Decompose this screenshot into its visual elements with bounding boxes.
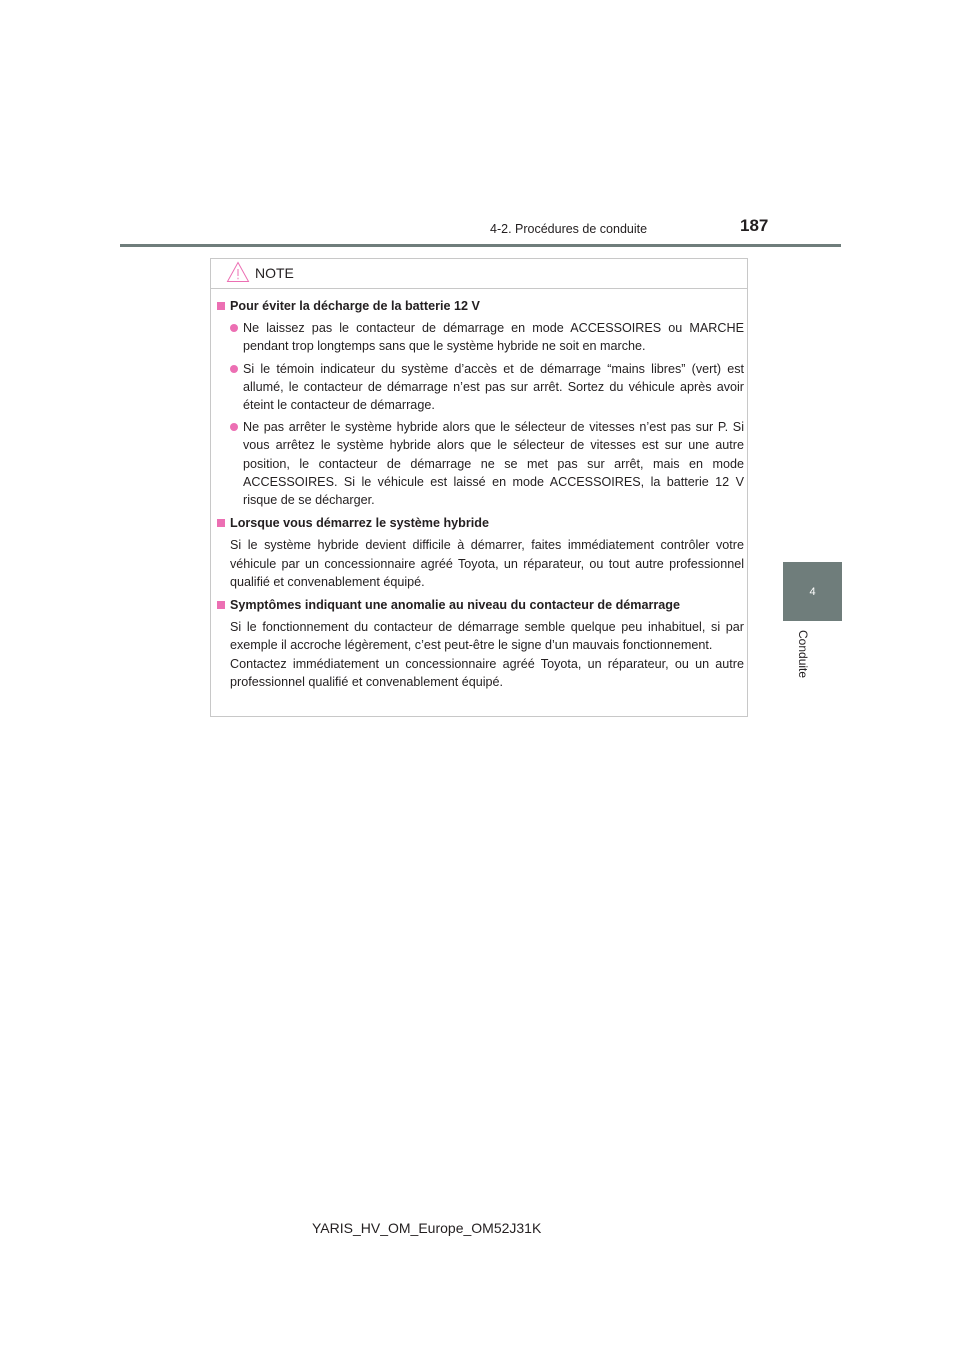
list-item-text: Ne pas arrêter le système hybride alors que le sélecteur de vitesses n’est pas sur P. Si vous arrêtez le système hybride alors que le sélecteur de vitesses est sur une autre position, le contacteur de démarrage ne se met pas sur arrêt, mais en mode ACCESSOIRES. Si le véhicule est laissé en mode ACCESSOIRES, la batterie 12 V risque de se décharger. [243, 420, 744, 508]
note-title: NOTE [255, 265, 294, 281]
list-item [216, 319, 744, 355]
list-item-text: Si le témoin indicateur du système d’accès et de démarrage “mains libres” (vert) est allumé, le contacteur de démarrage n’est pas sur arrêt. Sortez du véhicule après avoir éteint le contacteur de démarrage. [243, 361, 744, 413]
note-header [211, 259, 747, 289]
header-rule [120, 244, 841, 247]
section-heading-text: Symptômes indiquant une anomalie au niveau du contacteur de démarrage [230, 598, 680, 613]
square-bullet-icon [217, 519, 225, 527]
round-bullet-icon [230, 365, 238, 373]
warning-triangle-icon [226, 261, 250, 283]
list-item-text: Ne laissez pas le contacteur de démarrage en mode ACCESSOIRES ou MARCHE pendant trop longtemps sans que le système hybride ne soit en marche. [243, 321, 744, 354]
list-item [216, 360, 744, 415]
paragraph: Contactez immédiatement un concessionnaire agréé Toyota, un réparateur, ou un autre professionnel qualifié et convenablement équipé. [230, 656, 744, 689]
paragraph: Si le système hybride devient difficile à démarrer, faites immédiatement contrôler votre véhicule par un concessionnaire agréé Toyota, un réparateur, ou tout autre professionnel qualifié et convenablement équipé. [230, 538, 744, 589]
note-body [216, 297, 744, 691]
round-bullet-icon [230, 423, 238, 431]
section-heading [216, 514, 744, 532]
note-box [210, 258, 748, 717]
chapter-label: Conduite [796, 630, 810, 679]
round-bullet-icon [230, 324, 238, 332]
note-section [216, 514, 744, 591]
paragraph: Si le fonctionnement du contacteur de démarrage semble quelque peu inhabituel, si par exemple il accroche légèrement, c’est peut-être le signe d’un mauvais fonctionnement. [230, 620, 744, 653]
section-heading-text: Lorsque vous démarrez le système hybride [230, 516, 489, 531]
square-bullet-icon [217, 601, 225, 609]
section-heading-text: Pour éviter la décharge de la batterie 12 V [230, 299, 480, 313]
list-item [216, 418, 744, 509]
note-section [216, 596, 744, 691]
header-section-title: 4-2. Procédures de conduite [490, 222, 648, 236]
note-section [216, 297, 744, 509]
document-id: YARIS_HV_OM_Europe_OM52J31K [312, 1220, 542, 1236]
page-number: 187 [740, 216, 769, 235]
chapter-tab [783, 562, 842, 621]
section-heading [216, 596, 744, 614]
section-heading [216, 297, 744, 315]
square-bullet-icon [217, 302, 225, 310]
chapter-number: 4 [809, 585, 816, 598]
